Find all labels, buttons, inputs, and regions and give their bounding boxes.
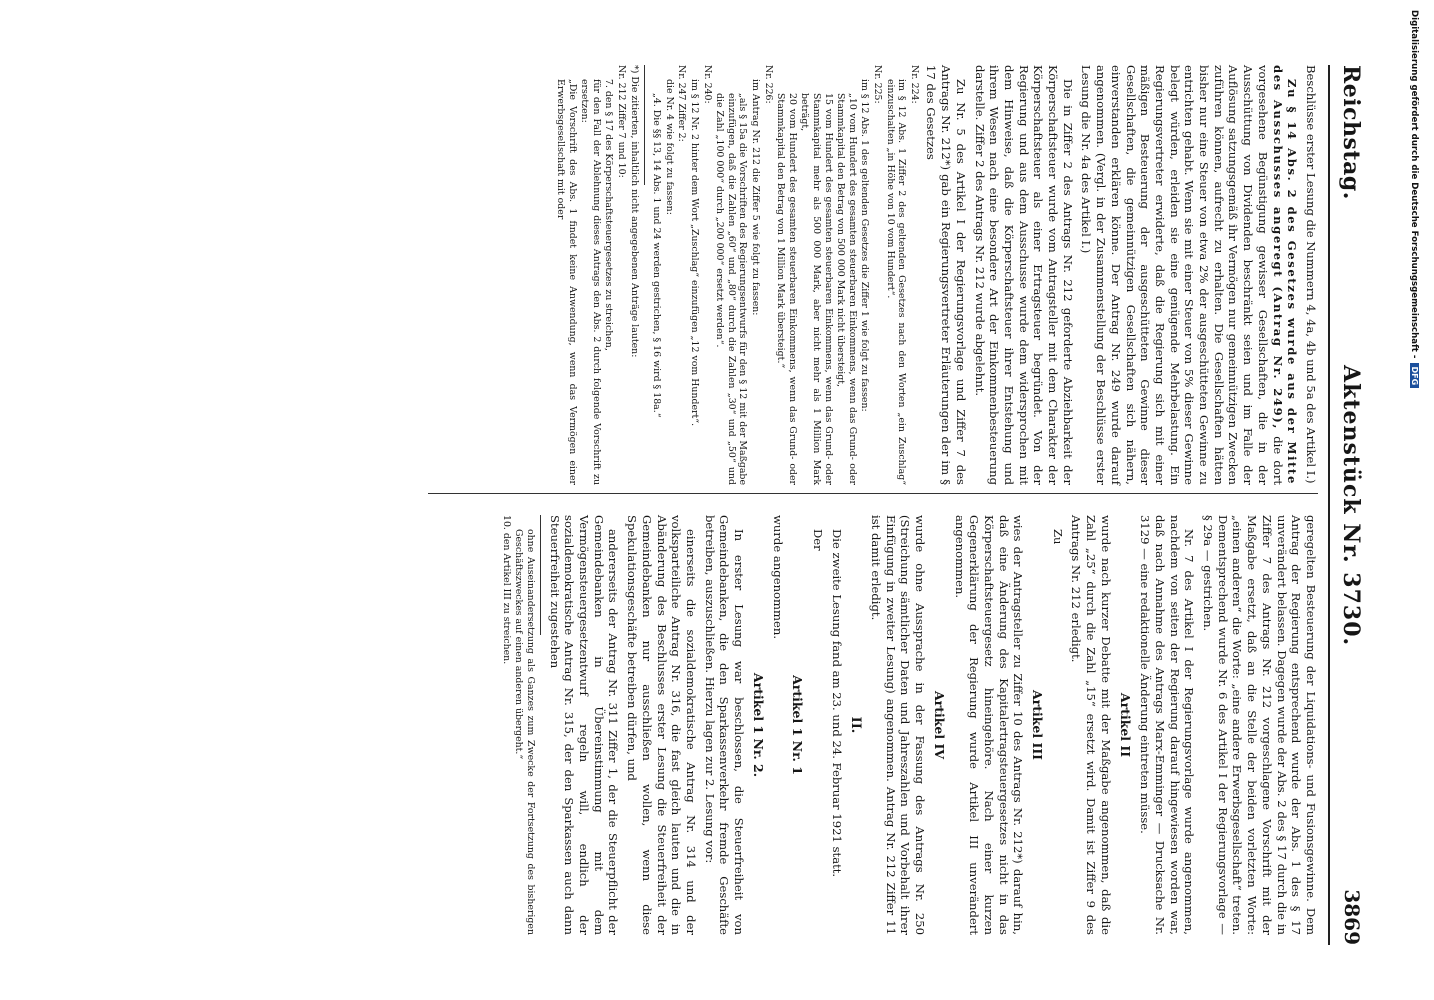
paragraph-rest: die dort vorgesehene Begünstigung gewisser Gesellschaften, die in der Ausschüttung von Dividenden beschränkt seien und im Falle der Auflösung satzungsgemäß ihr Vermögen nur gemeinnützigen Zwecken zuführen können, aufrecht zu erhalten. Die Gesellschaften hätten bisher nur eine Steuer von etwa 2% der ausgeschütteten Gewinne zu entrichten gehabt. Wenn sie mit einer Steuer von 5% dieser Gewinne belegt würden, erleiden sie eine genügende Mehrbelastung. Ein Regierungsvertreter erwiderte, daß die Regierung sich mit einer mäßigen Besteuerung der ausgeschütteten Gewinne dieser Gesellschaften, die gemeinnützigen Gesellschaften sich nähern, einverstanden erklären könne. Der Antrag Nr. 249 wurde darauf angenommen. (Vergl. in der Zusammenstellung der Beschlüsse erster Lesung die Nr. 4a des Artikel I.): [1079, 65, 1285, 486]
footnotes: [555, 65, 640, 485]
footnote-rule: [644, 65, 645, 185]
amendment-line: Nr. 226:: [762, 65, 774, 104]
amendment-line: im § 12 Abs. 1 des geltenden Gesetzes die Ziffer 1 wie folgt zu fassen:: [859, 79, 871, 412]
footnote-line: Nr. 212 Ziffer 7 und 10:: [616, 65, 628, 178]
heading-section-ii: II.: [848, 716, 864, 734]
amendment-line: die Nr. 4 wie folgt zu fassen:: [663, 79, 675, 215]
page-header: [1328, 65, 1370, 945]
digitization-credit: [1405, 10, 1419, 950]
left-column: [554, 65, 1319, 485]
amendment-line: „als § 15a die Vorschriften des Regierungsentwurfs für den § 12 mit der Maßgabe einzufügen, daß die Zahlen „60“ und „80“ durch die Zahlen „30“ und „50“ und die Zahl „100 000“ durch „200 000“ ersetzt werden“.: [714, 93, 749, 485]
amendment-line: Nr. 224:: [908, 65, 920, 104]
footnotes-continued: [500, 515, 536, 935]
page-number: 3869: [1340, 889, 1364, 945]
paragraph-angenommen: wurde angenommen.: [771, 515, 786, 640]
amendment-line: Nr. 247 Ziffer 2:: [676, 65, 688, 142]
paragraph-andererseits: andererseits der Antrag Nr. 311 Ziffer 1, der die Steuerpflicht der Gemeindebanken in Übereinstimmung mit dem Vermögensteuergesetzentwurf regeln will, endlich der sozialdemokratische Antrag Nr. 315, der den Sparkassen auch dann Steuerfreiheit zugestehen: [547, 515, 621, 935]
footnote-line: für den Fall der Ablehnung dieses Antrags den Abs. 2 durch folgende Vorschrift zu ersetzen:: [579, 79, 602, 485]
dfg-logo: DFG: [1410, 363, 1419, 388]
heading-artikel-1-nr-1: Artikel 1 Nr. 1: [790, 675, 806, 775]
paragraph-beschluesse: Beschlüsse erster Lesung die Nummern 4, 4a, 4b und 5a des Artikel I.): [1304, 65, 1318, 484]
footnote-rule: [540, 515, 541, 635]
footnote-line: *) Die zitierten, inhaltlich nicht angegebenen Anträge lauten:: [628, 65, 640, 358]
label-der: Der: [810, 529, 825, 551]
rotated-document-page: [50, 35, 1370, 975]
column-divider: [428, 493, 1318, 494]
paragraph-lead: Zu § 14 Abs. 2 des Gesetzes wurde aus der Mitte des Ausschusses angeregt (Antrag Nr. 249),: [1270, 65, 1300, 485]
label-zu: Zu: [1050, 529, 1065, 545]
amendment-line: im § 12 Abs. 1 Ziffer 2 des geltenden Gesetzes nach den Worten „ein Zuschlag“ einzuschalten „in Höhe von 10 vom Hundert“.: [884, 79, 908, 485]
paragraph-zweite-lesung: Die zweite Lesung fand am 23. und 24. Februar 1921 statt.: [829, 529, 844, 878]
amendment-line: 15 vom Hundert des gesamten steuerbaren Einkommens, wenn das Grund- oder Stammkapital mehr als 500 000 Mark, aber nicht mehr als 1 Million Mark beträgt,: [799, 93, 834, 485]
paragraph-artikel-ii: wurde nach kurzer Debatte mit der Maßgabe angenommen, daß die Zahl „25“ durch die Zahl „15“ ersetzt wird. Damit ist Ziffer 9 des Antrags Nr. 212 erledigt.: [1069, 515, 1113, 935]
paragraph-ziffer-2: Die in Ziffer 2 des Antrags Nr. 212 geforderte Abziehbarkeit der Körperschaftsteuer wurde vom Antragsteller mit dem Charakter der Körperschaftsteuer als einer Ertragsteuer begründet. Von der Regierung und aus dem Ausschusse wurde dem widersprochen mit dem Hinweise, daß die Körperschaftsteuer ihrer Entstehung und ihrem Wesen nach eine besondere Art der Einkommenbesteuerung darstelle. Ziffer 2 des Antrags Nr. 212 wurde abgelehnt.: [972, 65, 1075, 485]
paragraph-zu-nr-5: Zu Nr. 5 des Artikel I der Regierungsvorlage und Ziffer 7 des Antrags Nr. 212*) gab ein Regierungsvertreter Erläuterungen der im § 17 des Gesetzes: [924, 65, 968, 485]
paragraph-erste-lesung: In erster Lesung war beschlossen, die Steuerfreiheit von Gemeindebanken, die den Sparkassenverkehr fremde Geschäfte betreiben, auszuschließen. Hierzu lagen zur 2. Lesung vor:: [702, 515, 747, 935]
amendments-list: [651, 65, 920, 485]
paragraph-liquidation: geregelten Besteuerung der Liquidations- und Fusionsgewinne. Dem Antrag der Regierung entsprechend wurde der Abs. 1 des § 17 unverändert belassen. Dagegen wurde der Abs. 2 des § 17 durch die in Ziffer 7 des Antrags Nr. 212 vorgeschlagene Vorschrift mit der Maßgabe ersetzt, daß an die Stelle der beiden vorletzten Worte: „einen anderen“ die Worte: „eine andere Erwerbsgesellschaft“ treten. Dementsprechend wurde Nr. 6 des Artikel I der Regierungsvorlage — § 29a — gestrichen.: [1201, 515, 1318, 935]
amendment-line: Nr. 225:: [871, 65, 883, 104]
paragraph-einerseits: einerseits die sozialdemokratische Antrag Nr. 314 und der volksparteiliche Antrag Nr. 316, die fast gleich lauten und die in Abänderung des Beschlusses erster Lesung die Steuerfreiheit der Gemeindebanken nur ausschließen wollen, wenn diese Spekulationsgeschäfte betreiben dürfen, und: [625, 515, 698, 935]
amendment-line: Nr. 240:: [701, 65, 713, 104]
footnote-line: 7. den § 17 des Körperschaftsteuergesetzes zu streichen,: [603, 79, 615, 351]
heading-artikel-iii: Artikel III: [1030, 689, 1046, 761]
paragraph-artikel-iii: wies der Antragsteller zu Ziffer 10 des Antrags Nr. 212*) darauf hin, daß eine Änderung des Kapitalertragsteuergesetzes nicht in das Körperschaftsteuergesetz hineingehöre. Nach einer kurzen Gegenerklärung der Regierung wurde Artikel III unverändert angenommen.: [952, 515, 1026, 935]
paragraph-zu-paragraph-14: [1079, 65, 1300, 485]
amendment-line: im Antrag Nr. 212 die Ziffer 5 wie folgt zu fassen:: [750, 79, 761, 316]
amendment-line: im § 12 Nr. 2 hinter dem Wort „Zuschlag“ einzufügen „12 vom Hundert“.: [689, 79, 701, 427]
heading-artikel-1-nr-2: Artikel 1 Nr. 2.: [750, 672, 766, 778]
footnote-line: 10. den Artikel III zu streichen.: [500, 515, 512, 665]
paragraph-nr-7: Nr. 7 des Artikel I der Regierungsvorlage wurde angenommen, nachdem von seiten der Regierung darauf hingewiesen worden war, daß nach Annahme des Antrags Marx-Emminger — Drucksache Nr. 3129 — eine redaktionelle Änderung eintreten müsse.: [1138, 515, 1197, 935]
paragraph-artikel-iv: wurde ohne Aussprache in der Fassung des Antrags Nr. 250 (Streichung sämtlicher Daten und Jahreszahlen und Vorbehalt ihrer Einfügung in zweiter Lesung) angenommen. Antrag Nr. 212 Ziffer 11 ist damit erledigt.: [869, 515, 928, 935]
amendment-line: „10 vom Hundert des gesamten steuerbaren Einkommens, wenn das Grund- oder Stammkapital den Betrag von 500 000 Mark nicht übersteigt,: [835, 93, 858, 485]
header-reichstag: Reichstag.: [1338, 65, 1364, 200]
heading-artikel-iv: Artikel IV: [931, 690, 947, 760]
heading-artikel-ii: Artikel II: [1117, 692, 1133, 758]
header-aktenstueck: Aktenstück Nr. 3730.: [1338, 365, 1364, 647]
amendment-line: 20 vom Hundert des gesamten steuerbaren Einkommens, wenn das Grund- oder Stammkapital den Betrag von 1 Million Mark übersteigt.“: [775, 93, 798, 485]
amendment-line: „4. Die §§ 13, 14 Abs. 1 und 24 werden gestrichen, § 16 wird § 18a.“: [651, 93, 663, 418]
right-column: [499, 515, 1318, 935]
credit-text: Digitalisierung gefördert durch die Deutsche Forschungsgemeinschaft -: [1409, 10, 1419, 359]
footnote-line: ohne Auseinandersetzung als Ganzes zum Zwecke der Fortsetzung des bisherigen Geschäftszweckes auf einen anderen übergeht.“: [513, 529, 536, 935]
footnote-line: „Die Vorschrift des Abs. 1 findet keine Anwendung, wenn das Vermögen einer Erwerbsgesellschaft mit oder: [555, 79, 578, 485]
